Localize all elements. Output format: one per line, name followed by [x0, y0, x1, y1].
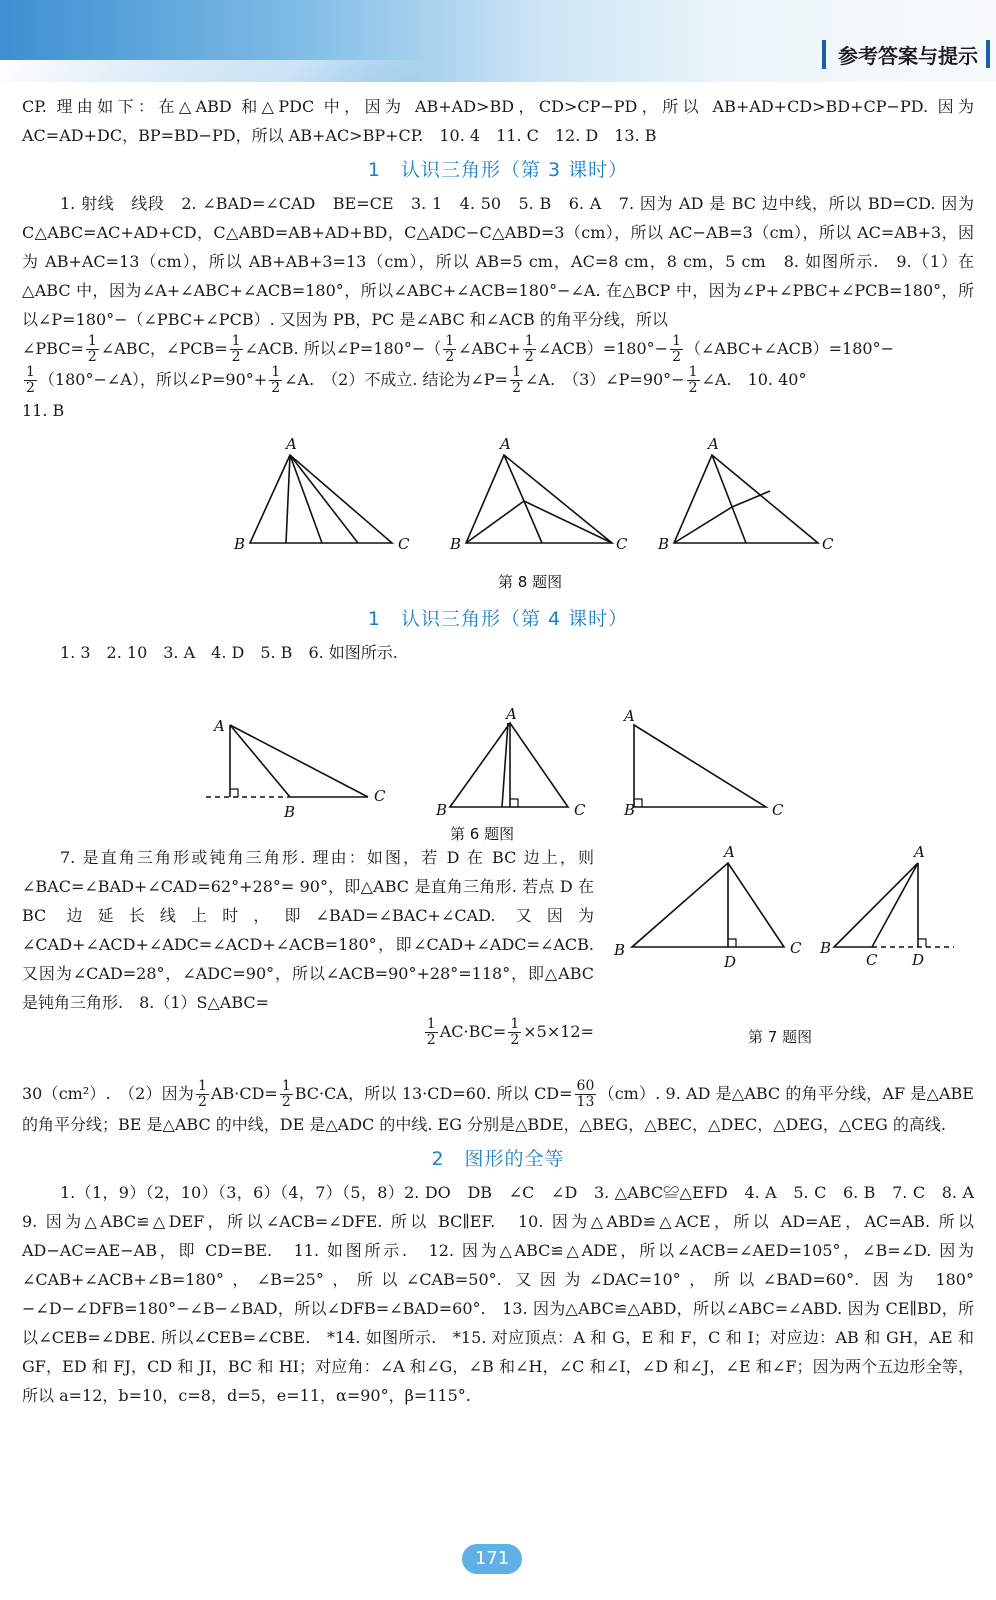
answer-paragraph: 1. 3 2. 10 3. A 4. D 5. B 6. 如图所示.	[60, 643, 398, 662]
figure-6-diagram	[22, 673, 974, 843]
answer-paragraph: 30（cm²）. （2）因为 $\frac{1}{2}$ AB·CD= $\frac{1}{2}$ BC·CA，所以 13·CD=60. 所以 CD= $\frac{60}{13}$ （cm）. 9. AD 是△ABC 的角平分线，AF 是△ABE 的角平分线；BE 是△ABC 的中线，DE 是△ADC 的中线. EG 分别是△BDE，△BEG，△BEC，△DEC，△DEG，△CEG 的高线.	[22, 1078, 974, 1134]
svg-text:A: A	[708, 435, 719, 453]
svg-text:A: A	[286, 435, 297, 453]
svg-text:C: C	[790, 939, 802, 957]
svg-text:A: A	[914, 843, 925, 861]
fraction: $\frac{1}{2}$	[510, 1016, 520, 1048]
svg-text:B: B	[624, 801, 636, 819]
section-title: 2 图形的全等	[431, 1148, 565, 1170]
fraction: $\frac{1}{2}$	[688, 364, 698, 396]
fraction: $\frac{1}{2}$	[198, 1078, 207, 1110]
figure-7-diagram	[600, 843, 980, 1003]
svg-text:B: B	[658, 535, 670, 553]
fraction: $\frac{1}{2}$	[524, 333, 534, 365]
figure-6	[22, 673, 974, 843]
svg-text:B: B	[436, 801, 448, 819]
fraction: $\frac{1}{2}$	[672, 333, 681, 365]
answer-paragraph: 1.（1，9）（2，10）（3，6）（4，7）（5，8）2. DO DB ∠C ∠D 3. △ABC≌△EFD 4. A 5. C 6. B 7. C 8. A 9. 因为△ABC≌△DEF，所以∠ACB=∠DFE. 所以 BC∥EF. 10. 因为△ABD≌△ACE，所以 AD=AE，AC=AB. 所以 AD−AC=AE−AB，即 CD=BE. 11. 如图所示. 12. 因为△ABC≌△ADE，所以∠ACB=∠AED=105°，∠B=∠D. 因为∠CAB+∠ACB+∠B=180°，∠B=25°，所以∠CAB=50°. 又因为∠DAC=10°，所以∠BAD=60°. 因为 180°−∠D−∠DFB=180°−∠B−∠BAD，所以∠DFB=∠BAD=60°. 13. 因为△ABC≌△ABD，所以∠ABC=∠ABD. 因为 CE∥BD，所以∠CEB=∠DBE. 所以∠CEB=∠CBE. *14. 如图所示. *15. 对应顶点：A 和 G，E 和 F，C 和 I；对应边：AB 和 GH，AE 和 GF，ED 和 FJ，CD 和 JI，BC 和 HI；对应角：∠A 和∠G，∠B 和∠H，∠C 和∠I，∠D 和∠J，∠E 和∠F；因为两个五边形全等，所以 a=12，b=10，c=8，d=5，e=11，α=90°，β=115°.	[22, 1183, 991, 1405]
svg-text:B: B	[820, 939, 832, 957]
svg-text:B: B	[614, 941, 626, 959]
fraction: $\frac{1}{2}$	[271, 364, 281, 396]
svg-text:A: A	[724, 843, 735, 861]
section-title: 1 认识三角形（第 3 课时）	[367, 159, 629, 181]
page-number: 171	[462, 1544, 522, 1574]
answer-paragraph: CP. 理由如下：在△ABD 和△PDC 中，因为 AB+AD>BD，CD>CP−PD，所以 AB+AD+CD>BD+CP−PD. 因为 AC=AD+DC，BP=BD−PD，所以 AB+AC>BP+CP. 10. 4 11. C 12. D 13. B	[22, 97, 974, 145]
svg-text:D: D	[912, 951, 925, 969]
fraction: $\frac{1}{2}$	[281, 1078, 291, 1110]
svg-text:第 8 题图: 第 8 题图	[498, 573, 563, 591]
svg-text:C: C	[574, 801, 586, 819]
figure-8	[22, 431, 974, 599]
svg-text:C: C	[822, 535, 834, 553]
fraction: $\frac{1}{2}$	[87, 333, 97, 365]
svg-text:A: A	[506, 705, 517, 723]
answer-paragraph: 11. B	[22, 401, 65, 420]
answer-paragraph: ∠PBC= $\frac{1}{2}$ ∠ABC，∠PCB= $\frac{1}{2}$ ∠ACB. 所以∠P=180°−（ $\frac{1}{2}$ ∠ABC+ $\frac{1}{2}$ ∠ACB）=180°− $\frac{1}{2}$ （∠ABC+∠ACB）=180°−	[22, 333, 894, 365]
svg-text:第 6 题图: 第 6 题图	[450, 825, 515, 843]
section-title: 1 认识三角形（第 4 课时）	[367, 608, 629, 630]
page-content	[22, 92, 991, 1410]
fraction: $\frac{1}{2}$	[445, 333, 455, 365]
svg-text:C: C	[374, 787, 386, 805]
svg-text:A: A	[624, 707, 635, 725]
figure-8-diagram	[22, 431, 974, 599]
question-7-text: 7. 是直角三角形或钝角三角形. 理由：如图，若 D 在 BC 边上，则∠BAC=∠BAD+∠CAD=62°+28°= 90°，即△ABC 是直角三角形. 若点 D 在 BC 边延长线上时，即∠BAD=∠BAC+∠CAD. 又因为∠CAD+∠ACD+∠ADC=∠ACD+∠ACB=180°，即∠CAD+∠ADC=∠ACB. 又因为∠CAD=28°，∠ADC=90°，所以∠ACB=90°+28°=118°，即△ABC 是钝角三角形. 8.（1）S△ABC= $\frac{1}{2}$ AC·BC= $\frac{1}{2}$ ×5×12=	[22, 848, 594, 1048]
fraction: $\frac{60}{13}$	[576, 1078, 595, 1110]
svg-text:C: C	[866, 951, 878, 969]
header-title: 参考答案与提示	[822, 40, 978, 69]
svg-text:B: B	[234, 535, 246, 553]
svg-text:A: A	[500, 435, 511, 453]
svg-text:B: B	[450, 535, 462, 553]
fraction: $\frac{1}{2}$	[426, 1016, 436, 1048]
svg-text:C: C	[398, 535, 410, 553]
question-7-block	[22, 843, 974, 1079]
svg-text:B: B	[284, 803, 296, 821]
svg-text:C: C	[772, 801, 784, 819]
figure-7-caption: 第 7 题图	[748, 1028, 813, 1046]
fraction: $\frac{1}{2}$	[26, 364, 35, 396]
svg-text:A: A	[214, 717, 225, 735]
svg-text:D: D	[724, 953, 737, 971]
fraction: $\frac{1}{2}$	[231, 333, 241, 365]
answer-paragraph: 1. 射线 线段 2. ∠BAD=∠CAD BE=CE 3. 1 4. 50 5. B 6. A 7. 因为 AD 是 BC 边中线，所以 BD=CD. 因为 C△ABC=AC+AD+CD，C△ABD=AB+AD+BD，C△ADC−C△ABD=3（cm），所以 AC−AB=3（cm），所以 AC=AB+3，因为 AB+AC=13（cm），所以 AB+AB+3=13（cm），所以 AB=5 cm，AC=8 cm，8 cm，5 cm 8. 如图所示. 9.（1）在△ABC 中，因为∠A+∠ABC+∠ACB=180°，所以∠ABC+∠ACB=180°−∠A. 在△BCP 中，因为∠P+∠PBC+∠PCB=180°，所以∠P=180°−（∠PBC+∠PCB）. 又因为 PB，PC 是∠ABC 和∠ACB 的角平分线，所以	[22, 194, 974, 329]
fraction: $\frac{1}{2}$	[512, 364, 522, 396]
answer-paragraph: $\frac{1}{2}$ （180°−∠A），所以∠P=90°+ $\frac{1}{2}$ ∠A. （2）不成立. 结论为∠P= $\frac{1}{2}$ ∠A. （3）∠P=90°− $\frac{1}{2}$ ∠A. 10. 40°	[26, 364, 807, 396]
svg-text:C: C	[616, 535, 628, 553]
